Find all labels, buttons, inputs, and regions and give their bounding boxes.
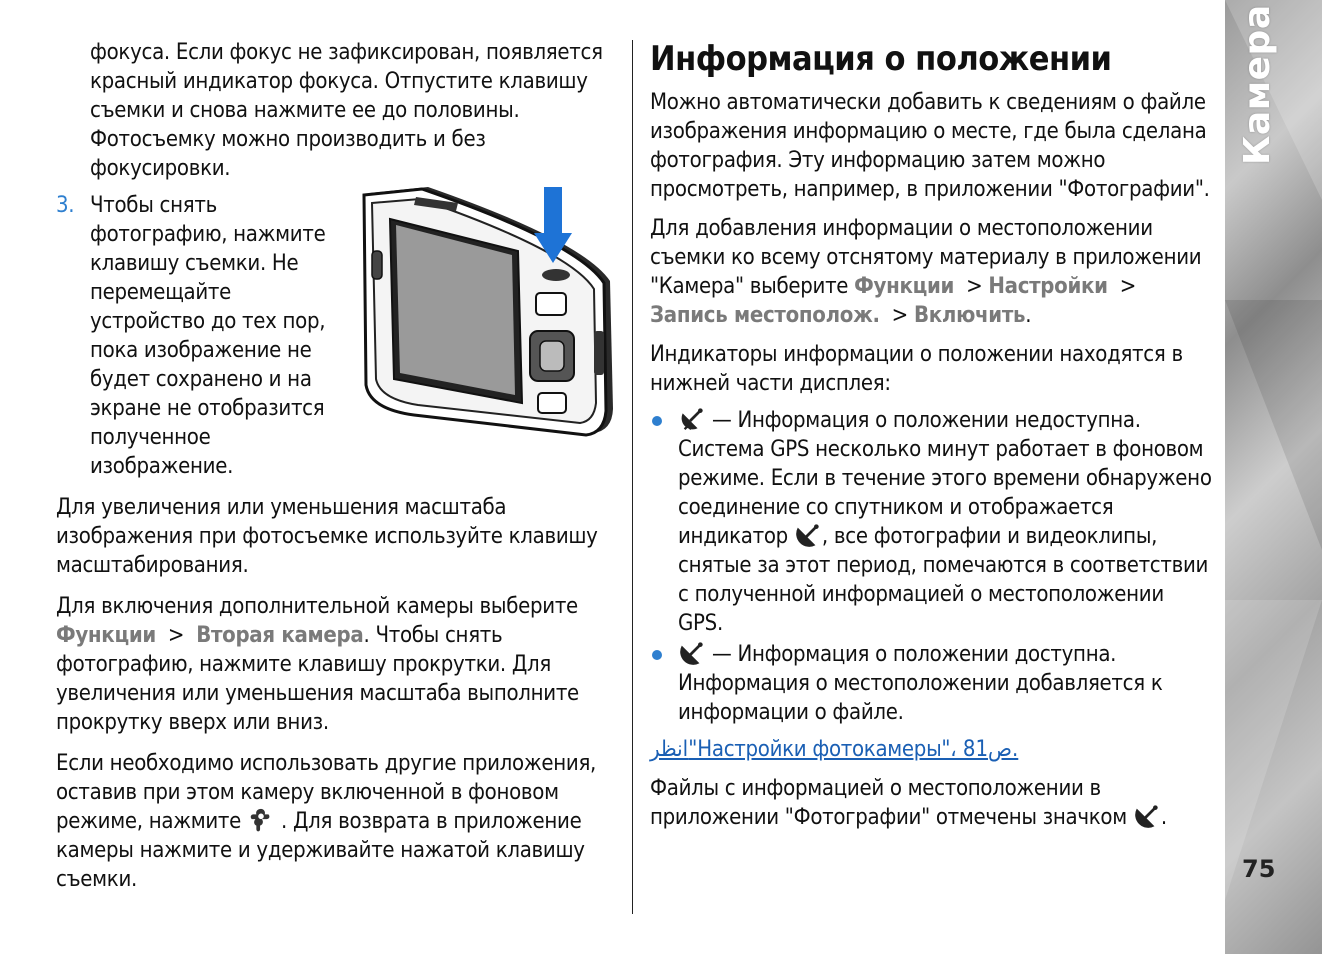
menu-key-icon (247, 807, 275, 833)
bullet-unavailable (650, 406, 1212, 638)
menu-separator: > (1119, 274, 1137, 299)
step-text: Чтобы снять фотографию, нажмите клавишу съемки. Не перемещайте устройство до тех пор, пока изображение не будет сохранено и на экране не отобразится полученное изображение. (90, 193, 326, 479)
menu-separator: > (891, 303, 908, 328)
secondary-camera-prefix: Для включения дополнительной камеры выберите (56, 594, 578, 619)
continuation-paragraph: фокуса. Если фокус не зафиксирован, появляется красный индикатор фокуса. Отпустите клавишу съемки и снова нажмите ее до половины. Фотосъемку можно производить и без фокусировки. (90, 40, 603, 181)
camera-settings-link[interactable]: انظر"Настройки фотокамеры"، 81ص. (650, 737, 1019, 762)
gps-unavailable-icon (678, 406, 706, 432)
files-note-end: . (1160, 805, 1167, 830)
indicators-intro: Индикаторы информации о положении находятся в нижней части дисплея: (650, 342, 1183, 396)
enable-prefix: Для добавления информации о местоположении съемки ко всему отснятому материалу в приложении "Камера" выберите (650, 216, 1202, 299)
location-tag-icon (1133, 803, 1161, 829)
step-number: 3. (56, 193, 75, 218)
gps-available-icon (794, 522, 822, 548)
chapter-title (1237, 125, 1277, 165)
column-divider (632, 40, 633, 914)
menu-enable: Включить (913, 303, 1026, 328)
menu-separator: > (966, 274, 983, 299)
phone-illustration (358, 181, 620, 443)
bullet1-text-a: — Информация о положении недоступна. Система GPS несколько минут работает в фоновом режиме. Если в течение этого времени обнаружено соединение со спутником и отображается индикатор (678, 408, 1212, 549)
bullet1-text-b: , все фотографии и видеоклипы, снятые за этот период, помечаются в соответствии с полученной информацией о местоположении GPS. (678, 524, 1209, 636)
bullet-available (650, 640, 1212, 727)
enable-end: . (1025, 303, 1032, 328)
background-apps-paragraph (56, 749, 621, 894)
bullet2-text: — Информация о положении доступна. Информация о местоположении добавляется к информации о файле. (678, 642, 1163, 725)
secondary-camera-paragraph (56, 592, 621, 737)
background-apps-suffix: . Для возврата в приложение камеры нажмите и удерживайте нажатой клавишу съемки. (56, 809, 585, 892)
page-number: 75 (1242, 855, 1276, 883)
intro-paragraph: Можно автоматически добавить к сведениям о файле изображения информацию о месте, где была сделана фотография. Эту информацию затем можно просмотреть, например, в приложении "Фотографии". (650, 90, 1210, 202)
background-apps-prefix: Если необходимо использовать другие приложения, оставив при этом камеру включенной в фоновом режиме, нажмите (56, 751, 597, 834)
menu-settings: Настройки (988, 274, 1108, 299)
zoom-paragraph: Для увеличения или уменьшения масштаба изображения при фотосъемке используйте клавишу масштабирования. (56, 495, 598, 578)
bullet-dot (652, 416, 662, 426)
files-note-text: Файлы с информацией о местоположении в приложении "Фотографии" отмечены значком (650, 776, 1127, 830)
step-3 (56, 191, 621, 481)
menu-secondary-camera: Вторая камера (196, 623, 364, 648)
files-note-paragraph (650, 774, 1212, 832)
section-heading: Информация о положении (650, 39, 1112, 79)
sidebar-facet (1225, 300, 1322, 550)
menu-functions: Функции (854, 274, 955, 299)
bullet-dot (652, 650, 662, 660)
left-column (56, 38, 621, 894)
enable-paragraph (650, 214, 1212, 330)
menu-separator: > (167, 623, 185, 648)
menu-record-location: Запись местополож. (650, 303, 880, 328)
gps-available-icon (678, 640, 706, 666)
right-column (650, 38, 1212, 832)
secondary-camera-suffix: . Чтобы снять фотографию, нажмите клавишу прокрутки. Для увеличения или уменьшения масштаба выполните прокрутку вверх или вниз. (56, 623, 579, 735)
menu-functions-link: Функции (56, 623, 156, 648)
